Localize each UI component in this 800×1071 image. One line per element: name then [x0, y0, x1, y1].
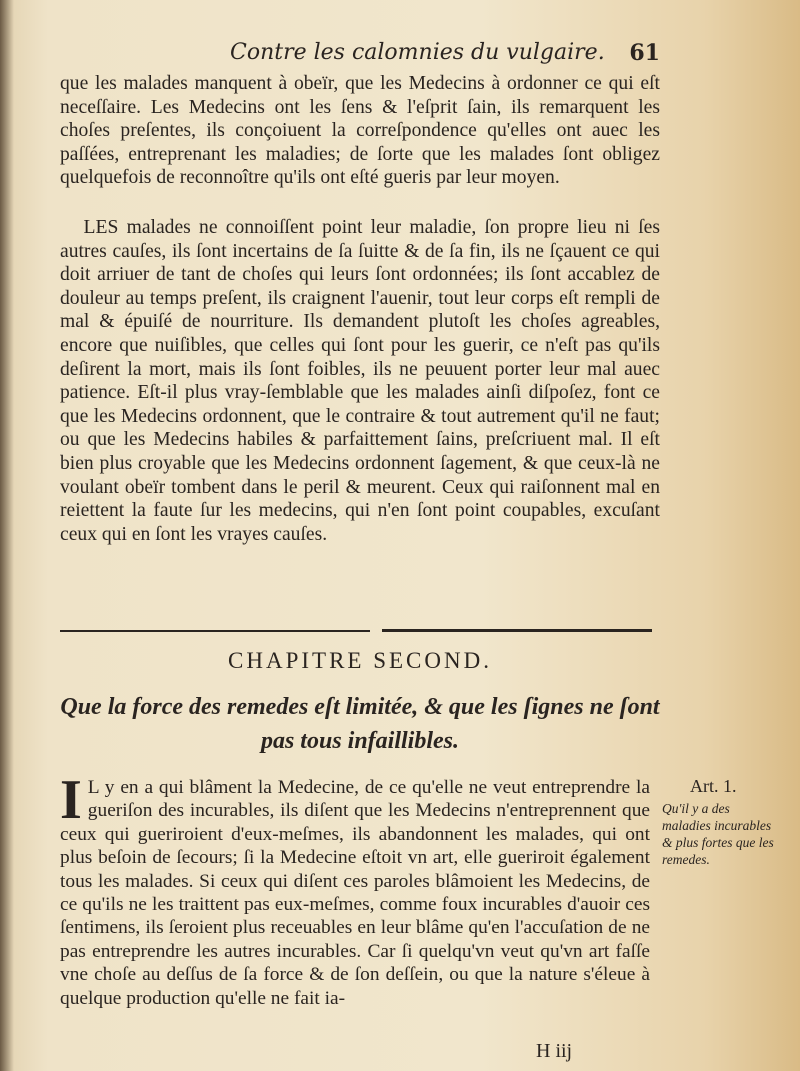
article-label: Art. 1. — [690, 776, 737, 796]
gutter-shadow — [0, 0, 14, 1071]
section-rule-left — [60, 630, 370, 632]
drop-cap: I — [60, 769, 82, 831]
paragraph-text: que les malades manquent à obeïr, que les Medecins à ordonner ce qui eſt neceſſaire. Les Medecins ont les ſens & l'eſprit ſain, ils remarquent les choſes preſentes, ils conçoiuent la correſpondence qu'elles ont auec les paſſées, entreprenant les maladies; de ſorte que les malades ſont obligez quelquefois de reconnoître qu'ils ont eſté gueris par leur moyen. — [60, 73, 660, 189]
paragraph-1 — [60, 72, 660, 190]
paragraph-text: LES malades ne connoiſſent point leur maladie, ſon propre lieu ni ſes autres cauſes, ils ſont incertains de ſa ſuitte & de ſa fin, ils ne ſçauent ce qui doit arriuer de tant de choſes qui leurs ſont ordonnées; ils ſont accablez de douleur au temps preſent, ils craignent l'auenir, tout leur corps eſt rempli de mal & épuiſé de nourriture. Ils demandent plutoſt les choſes agreables, encore que nuiſibles, que celles qui ſont pour les guerir, ce n'eſt pas qu'ils deſirent la mort, mais ils ſont foibles, ils ne peuuent porter leur mal auec patience. Eſt-il plus vray-ſemblable que les malades ainſi diſpoſez, font ce que les Medecins ordonnent, que le contraire & tout autrement qu'il ne faut; ou que les Medecins habiles & parfaittement ſains, preſcriuent mal. Il eſt bien plus croyable que les Medecins ordonnent ſagement, & que ceux-là ne voulant obeïr tombent dans le peril & meurent. Ceux qui raiſonnent mal en reiettent la faute ſur les medecins, qui n'en ſont point coupables, excuſant ceux qui en ſont les vrayes cauſes. — [60, 217, 660, 545]
paragraph-2 — [60, 216, 660, 546]
running-head-title: Contre les calomnies du vulgaire. — [230, 40, 605, 65]
margin-note — [662, 776, 780, 868]
margin-note-text: Qu'il y a des maladies incurables & plus fortes que les remedes. — [662, 801, 774, 867]
article-body — [60, 769, 650, 1010]
signature-mark: H iij — [536, 1040, 573, 1062]
article-text: L y en a qui blâment la Medecine, de ce qu'elle ne veut entreprendre la gueriſon des incurables, ils diſent que les Medecins n'entreprennent que ceux qui gueriroient d'eux-meſmes, ils abandonnent les malades, qui ont plus beſoin de ſecours; ſi la Medecine eſtoit vn art, elle gueriroit également tous les malades. Si ceux qui diſent ces paroles blâmoient les Medecins, de ce qu'ils ne les traittent pas eux-meſmes, comme foux incurables d'auoir ces ſentimens, ils ſeroient plus receuables en leur blâme qu'en l'accuſation de ne pas entreprendre les autres incurables. Car ſi quelqu'vn veut qu'vn art faſſe vne choſe au deſſus de ſa force & de ſon deſſein, ou que la nature s'éleue à quelque production qu'elle ne fait ia- — [60, 777, 650, 1009]
page-number: 61 — [629, 40, 660, 66]
chapter-heading: CHAPITRE SECOND. — [228, 648, 492, 673]
chapter-subtitle: Que la force des remedes eſt limitée, & que les ſignes ne ſont pas tous infaillibles. — [60, 694, 660, 754]
section-rule-right — [382, 629, 652, 632]
running-head — [60, 40, 660, 74]
